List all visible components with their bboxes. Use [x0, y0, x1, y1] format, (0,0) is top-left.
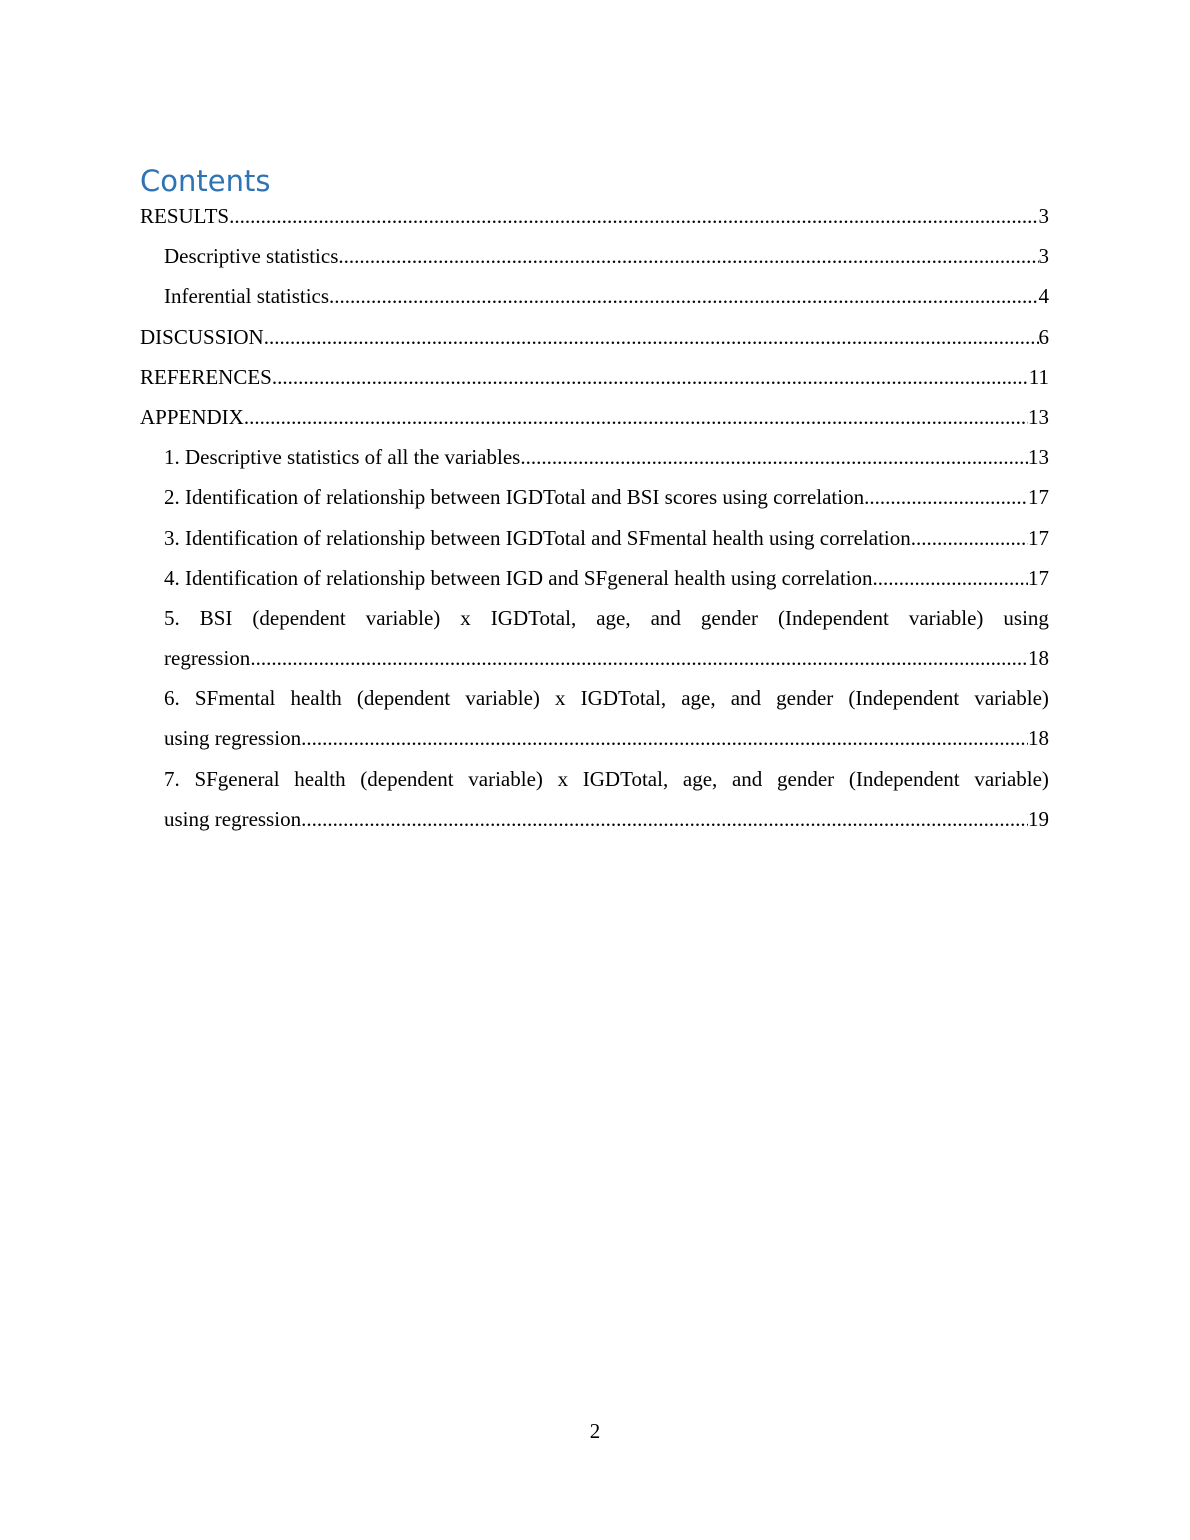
- dot-leader: [250, 638, 1028, 678]
- toc-entry-page: 17: [1028, 525, 1049, 550]
- toc-word: SFmental: [194, 686, 276, 711]
- toc-word: (dependent: [252, 605, 346, 630]
- dot-leader: [229, 196, 1038, 236]
- dot-leader: [301, 718, 1028, 758]
- toc-heading: Contents: [140, 164, 271, 198]
- toc-entry-page: 19: [1028, 806, 1049, 831]
- toc-entry-label: DISCUSSION: [140, 324, 264, 349]
- toc-word: (Independent: [778, 605, 889, 630]
- toc-word: SFgeneral: [194, 766, 280, 791]
- toc-entry-appendix-4[interactable]: [140, 558, 1049, 598]
- toc-word: and: [730, 686, 762, 711]
- toc-entry-label-line: [164, 598, 1049, 638]
- toc-word: (Independent: [848, 686, 960, 711]
- toc-entry-appendix[interactable]: [140, 397, 1049, 437]
- toc-entry-page: 4: [1038, 284, 1049, 309]
- toc-word: using: [1003, 605, 1049, 630]
- toc-word: age,: [596, 605, 631, 630]
- dot-leader: [520, 437, 1028, 477]
- toc-entry-page: 11: [1028, 364, 1049, 389]
- toc-entry-page: 18: [1028, 726, 1049, 751]
- dot-leader: [338, 236, 1038, 276]
- toc-word: (Independent: [848, 766, 960, 791]
- toc-word: and: [650, 605, 681, 630]
- dot-leader: [911, 518, 1028, 558]
- toc-entry-label-line: [164, 759, 1049, 799]
- toc-entry-appendix-7[interactable]: [140, 759, 1049, 839]
- table-of-contents: [140, 196, 1049, 839]
- toc-entry-label: using regression: [164, 726, 302, 751]
- toc-entry-appendix-2[interactable]: [140, 477, 1049, 517]
- dot-leader: [873, 558, 1028, 598]
- toc-word: health: [290, 686, 342, 711]
- toc-entry-label-line: [164, 678, 1049, 718]
- dot-leader: [301, 799, 1028, 839]
- toc-word: 5.: [164, 605, 180, 630]
- toc-entry-descriptive-statistics[interactable]: [140, 236, 1049, 276]
- toc-entry-label: 3. Identification of relationship between IGDTotal and SFmental health using correlation: [164, 525, 911, 550]
- toc-entry-appendix-6[interactable]: [140, 678, 1049, 758]
- toc-word: (dependent: [356, 686, 451, 711]
- toc-entry-page: 18: [1028, 646, 1049, 671]
- toc-word: IGDTotal,: [580, 686, 667, 711]
- toc-word: age,: [681, 686, 716, 711]
- dot-leader: [329, 276, 1038, 316]
- toc-word: IGDTotal,: [490, 605, 577, 630]
- toc-word: variable): [468, 766, 543, 791]
- toc-entry-page: 6: [1038, 324, 1049, 349]
- toc-word: (dependent: [360, 766, 454, 791]
- toc-entry-appendix-3[interactable]: [140, 518, 1049, 558]
- toc-word: variable): [974, 766, 1049, 791]
- toc-entry-page: 17: [1028, 485, 1049, 510]
- toc-word: BSI: [199, 605, 233, 630]
- toc-entry-results[interactable]: [140, 196, 1049, 236]
- toc-entry-label: Descriptive statistics: [164, 244, 339, 269]
- toc-word: 7.: [164, 766, 180, 791]
- toc-entry-page: 17: [1028, 565, 1049, 590]
- page-number: 2: [589, 1419, 601, 1443]
- toc-word: age,: [682, 766, 718, 791]
- toc-entry-label: RESULTS: [140, 204, 230, 228]
- toc-entry-references[interactable]: [140, 357, 1049, 397]
- toc-word: gender: [776, 686, 834, 711]
- toc-word: and: [731, 766, 763, 791]
- toc-entry-label: APPENDIX: [140, 404, 244, 429]
- toc-entry-label: 1. Descriptive statistics of all the variables: [164, 445, 521, 470]
- toc-word: variable): [908, 605, 984, 630]
- toc-word: IGDTotal,: [582, 766, 669, 791]
- toc-word: variable): [974, 686, 1049, 711]
- toc-entry-appendix-5[interactable]: [140, 598, 1049, 678]
- toc-word: x: [555, 686, 566, 711]
- toc-word: health: [294, 766, 346, 791]
- toc-word: gender: [700, 605, 759, 630]
- toc-word: gender: [777, 766, 835, 791]
- dot-leader: [272, 357, 1029, 397]
- toc-entry-label: REFERENCES: [140, 364, 272, 389]
- toc-word: 6.: [164, 686, 180, 711]
- toc-entry-label: regression: [164, 646, 251, 671]
- toc-entry-page: 3: [1038, 244, 1049, 269]
- toc-entry-label: Inferential statistics: [164, 284, 330, 309]
- toc-entry-inferential-statistics[interactable]: [140, 276, 1049, 316]
- toc-entry-page: 3: [1038, 204, 1049, 228]
- dot-leader: [264, 317, 1039, 357]
- toc-entry-appendix-1[interactable]: [140, 437, 1049, 477]
- toc-entry-page: 13: [1028, 404, 1049, 429]
- dot-leader: [864, 477, 1028, 517]
- toc-entry-discussion[interactable]: [140, 317, 1049, 357]
- dot-leader: [244, 397, 1028, 437]
- toc-entry-label: using regression: [164, 806, 302, 831]
- toc-word: x: [557, 766, 569, 791]
- toc-word: variable): [365, 605, 441, 630]
- toc-word: variable): [465, 686, 540, 711]
- toc-entry-page: 13: [1028, 445, 1049, 470]
- toc-word: x: [460, 605, 471, 630]
- toc-entry-label: 4. Identification of relationship between IGD and SFgeneral health using correlation: [164, 565, 873, 590]
- toc-entry-label: 2. Identification of relationship between IGDTotal and BSI scores using correlation: [164, 485, 865, 510]
